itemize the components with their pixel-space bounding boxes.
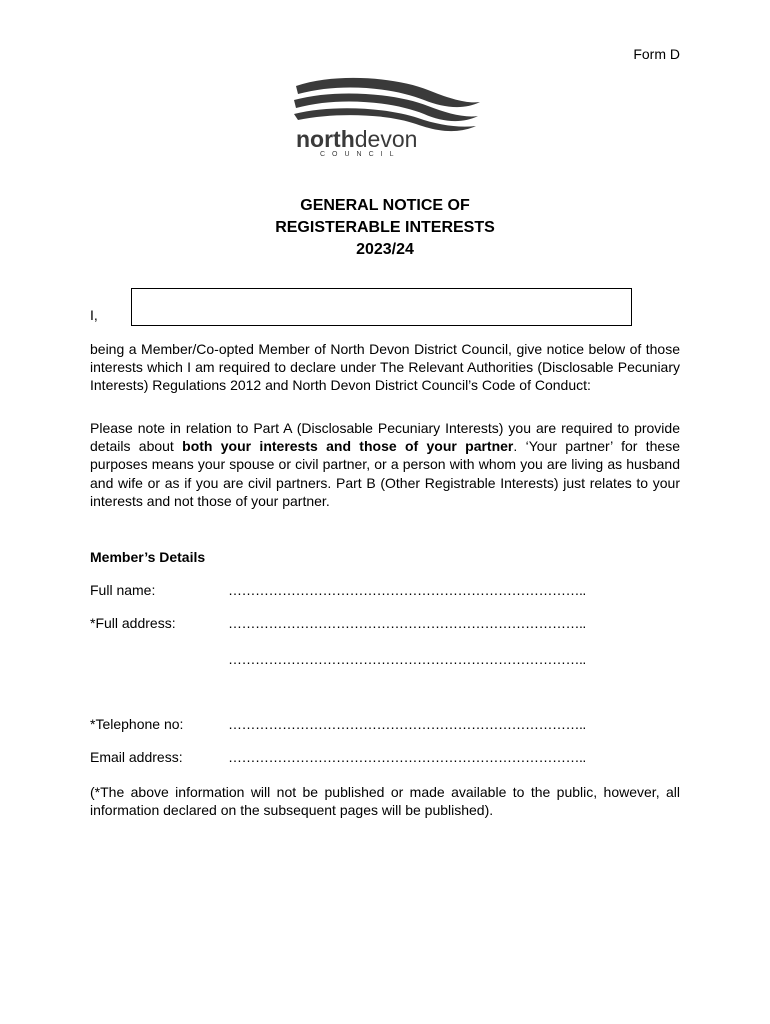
full-address-field-line-1[interactable]: …………………………………………………………………….. <box>228 615 586 631</box>
logo-devon-text: devon <box>354 126 418 152</box>
intro-paragraph: being a Member/Co-opted Member of North Devon District Council, give notice below of those interests which I am required to declare under The Relevant Authorities (Disclosable Pecuniary Interests) Regulations 2012 and North Devon District Council’s Code of Conduct: <box>90 341 680 394</box>
logo-council-text: COUNCIL <box>320 151 401 158</box>
members-details-heading: Member’s Details <box>90 549 206 565</box>
logo-north-text: north <box>296 126 355 152</box>
telephone-field[interactable]: …………………………………………………………………….. <box>228 716 586 732</box>
part-a-note-paragraph <box>90 419 680 510</box>
i-label: I, <box>90 307 98 323</box>
publication-note: (*The above information will not be published or made available to the public, however, all information declared on the subsequent pages will be published). <box>90 784 680 819</box>
north-devon-council-logo <box>278 76 488 160</box>
email-label: Email address: <box>90 749 183 765</box>
svg-text:northdevon <box>296 126 417 152</box>
full-name-label: Full name: <box>90 582 156 598</box>
title-year: 2023/24 <box>356 241 414 258</box>
full-address-label: *Full address: <box>90 615 176 631</box>
full-address-field-line-2[interactable]: …………………………………………………………………….. <box>228 651 586 667</box>
part-a-note-text-end: . ‘Your partner’ for these purposes means your spouse or civil partner, or a person with whom you are living as husband and wife or as if you are civil partners. Part B (Other Registrable Interests) just relates to your interests and not those of your partner. <box>90 438 680 509</box>
full-name-field[interactable]: …………………………………………………………………….. <box>228 582 586 598</box>
email-field[interactable]: …………………………………………………………………….. <box>228 749 586 765</box>
part-a-note-bold: both your interests and those of your partner <box>182 438 514 455</box>
telephone-label: *Telephone no: <box>90 716 184 732</box>
title-line-1: GENERAL NOTICE OF <box>300 197 470 214</box>
title-line-2: REGISTERABLE INTERESTS <box>275 219 495 236</box>
part-a-note-text: Please note in relation to Part A (Disclosable Pecuniary Interests) you are required to provide details about <box>90 420 680 455</box>
document-title <box>0 195 770 261</box>
declarant-name-field[interactable] <box>131 288 632 326</box>
form-label: Form D <box>633 46 680 62</box>
